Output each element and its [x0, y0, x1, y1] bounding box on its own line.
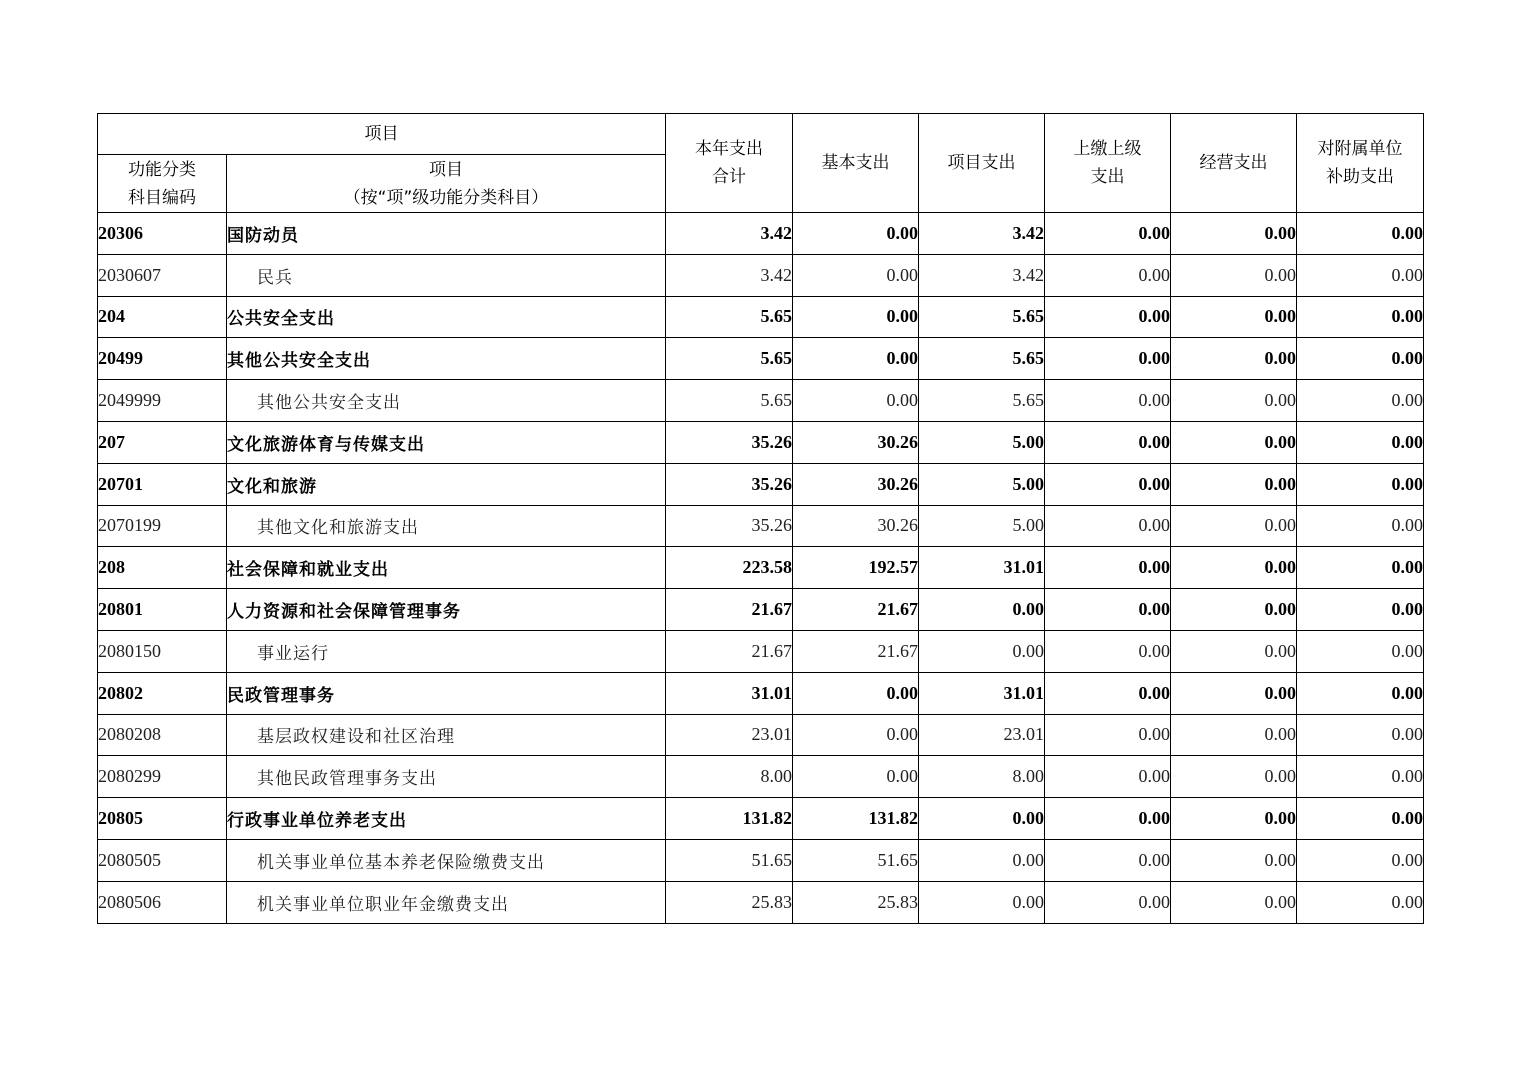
business-cell: 0.00: [1171, 338, 1297, 380]
code-cell: 2080208: [98, 714, 227, 756]
name-cell: 基层政权建设和社区治理: [227, 714, 666, 756]
code-cell: 2080506: [98, 881, 227, 923]
upper-cell: 0.00: [1045, 798, 1171, 840]
business-cell: 0.00: [1171, 714, 1297, 756]
upper-cell: 0.00: [1045, 756, 1171, 798]
code-cell: 208: [98, 547, 227, 589]
upper-cell: 0.00: [1045, 839, 1171, 881]
subsidy-cell: 0.00: [1297, 254, 1424, 296]
upper-cell: 0.00: [1045, 338, 1171, 380]
basic-cell: 0.00: [793, 380, 919, 422]
subsidy-cell: 0.00: [1297, 547, 1424, 589]
name-cell: 民兵: [227, 254, 666, 296]
subsidy-cell: 0.00: [1297, 380, 1424, 422]
basic-cell: 0.00: [793, 254, 919, 296]
basic-cell: 0.00: [793, 213, 919, 255]
header-code: [98, 155, 227, 213]
basic-cell: 30.26: [793, 421, 919, 463]
project-cell: 8.00: [919, 756, 1045, 798]
basic-cell: 21.67: [793, 630, 919, 672]
name-cell: 事业运行: [227, 630, 666, 672]
code-cell: 20802: [98, 672, 227, 714]
name-cell: 其他文化和旅游支出: [227, 505, 666, 547]
project-cell: 0.00: [919, 798, 1045, 840]
header-subsidy-line2: 补助支出: [1326, 167, 1394, 187]
name-cell: 其他公共安全支出: [227, 338, 666, 380]
subsidy-cell: 0.00: [1297, 798, 1424, 840]
code-cell: 20701: [98, 463, 227, 505]
business-cell: 0.00: [1171, 756, 1297, 798]
header-upper-line2: 支出: [1090, 167, 1125, 187]
total-cell: 35.26: [666, 505, 793, 547]
table-row: [98, 672, 1424, 714]
upper-cell: 0.00: [1045, 589, 1171, 631]
upper-cell: 0.00: [1045, 505, 1171, 547]
project-cell: 5.65: [919, 296, 1045, 338]
subsidy-cell: 0.00: [1297, 505, 1424, 547]
name-cell: 公共安全支出: [227, 296, 666, 338]
total-cell: 5.65: [666, 338, 793, 380]
total-cell: 31.01: [666, 672, 793, 714]
code-cell: 2080505: [98, 839, 227, 881]
project-cell: 31.01: [919, 547, 1045, 589]
business-cell: 0.00: [1171, 463, 1297, 505]
basic-cell: 25.83: [793, 881, 919, 923]
name-cell: 人力资源和社会保障管理事务: [227, 589, 666, 631]
total-cell: 5.65: [666, 380, 793, 422]
subsidy-cell: 0.00: [1297, 589, 1424, 631]
header-total-line2: 合计: [712, 167, 746, 187]
basic-cell: 0.00: [793, 296, 919, 338]
total-cell: 21.67: [666, 589, 793, 631]
business-cell: 0.00: [1171, 630, 1297, 672]
basic-cell: 21.67: [793, 589, 919, 631]
business-cell: 0.00: [1171, 547, 1297, 589]
project-cell: 5.00: [919, 505, 1045, 547]
name-cell: 机关事业单位职业年金缴费支出: [227, 881, 666, 923]
total-cell: 223.58: [666, 547, 793, 589]
table-row: [98, 338, 1424, 380]
header-name-line1: 项目: [429, 159, 463, 180]
project-cell: 5.65: [919, 380, 1045, 422]
business-cell: 0.00: [1171, 296, 1297, 338]
total-cell: 8.00: [666, 756, 793, 798]
header-basic: 基本支出: [793, 114, 919, 213]
code-cell: 204: [98, 296, 227, 338]
name-cell: 文化和旅游: [227, 463, 666, 505]
business-cell: 0.00: [1171, 589, 1297, 631]
basic-cell: 30.26: [793, 505, 919, 547]
business-cell: 0.00: [1171, 672, 1297, 714]
total-cell: 3.42: [666, 254, 793, 296]
project-cell: 0.00: [919, 589, 1045, 631]
upper-cell: 0.00: [1045, 881, 1171, 923]
code-cell: 2049999: [98, 380, 227, 422]
upper-cell: 0.00: [1045, 380, 1171, 422]
header-business: 经营支出: [1171, 114, 1297, 213]
project-cell: 0.00: [919, 630, 1045, 672]
subsidy-cell: 0.00: [1297, 338, 1424, 380]
subsidy-cell: 0.00: [1297, 421, 1424, 463]
subsidy-cell: 0.00: [1297, 839, 1424, 881]
code-cell: 2080150: [98, 630, 227, 672]
header-code-line1: 功能分类: [128, 159, 196, 180]
subsidy-cell: 0.00: [1297, 213, 1424, 255]
business-cell: 0.00: [1171, 254, 1297, 296]
code-cell: 20499: [98, 338, 227, 380]
header-code-line2: 科目编码: [128, 187, 196, 208]
code-cell: 20306: [98, 213, 227, 255]
expenditure-table: [97, 113, 1424, 924]
name-cell: 文化旅游体育与传媒支出: [227, 421, 666, 463]
basic-cell: 30.26: [793, 463, 919, 505]
header-item-group: 项目: [98, 114, 666, 155]
upper-cell: 0.00: [1045, 547, 1171, 589]
project-cell: 5.00: [919, 421, 1045, 463]
business-cell: 0.00: [1171, 421, 1297, 463]
subsidy-cell: 0.00: [1297, 756, 1424, 798]
name-cell: 民政管理事务: [227, 672, 666, 714]
subsidy-cell: 0.00: [1297, 881, 1424, 923]
code-cell: 2030607: [98, 254, 227, 296]
subsidy-cell: 0.00: [1297, 672, 1424, 714]
table-row: [98, 714, 1424, 756]
upper-cell: 0.00: [1045, 630, 1171, 672]
header-project: 项目支出: [919, 114, 1045, 213]
header-total: [666, 114, 793, 213]
name-cell: 其他公共安全支出: [227, 380, 666, 422]
table-row: [98, 380, 1424, 422]
header-name: [227, 155, 666, 213]
code-cell: 2080299: [98, 756, 227, 798]
project-cell: 23.01: [919, 714, 1045, 756]
basic-cell: 131.82: [793, 798, 919, 840]
business-cell: 0.00: [1171, 798, 1297, 840]
code-cell: 2070199: [98, 505, 227, 547]
business-cell: 0.00: [1171, 380, 1297, 422]
upper-cell: 0.00: [1045, 672, 1171, 714]
table-row: [98, 254, 1424, 296]
business-cell: 0.00: [1171, 213, 1297, 255]
total-cell: 23.01: [666, 714, 793, 756]
header-name-line2: （按“项”级功能分类科目）: [343, 187, 549, 208]
business-cell: 0.00: [1171, 505, 1297, 547]
table-row: [98, 505, 1424, 547]
subsidy-cell: 0.00: [1297, 714, 1424, 756]
code-cell: 20805: [98, 798, 227, 840]
table-row: [98, 881, 1424, 923]
subsidy-cell: 0.00: [1297, 296, 1424, 338]
table-row: [98, 630, 1424, 672]
project-cell: 5.65: [919, 338, 1045, 380]
header-subsidy-line1: 对附属单位: [1317, 139, 1403, 159]
total-cell: 25.83: [666, 881, 793, 923]
table-row: [98, 839, 1424, 881]
name-cell: 社会保障和就业支出: [227, 547, 666, 589]
name-cell: 其他民政管理事务支出: [227, 756, 666, 798]
table-row: [98, 589, 1424, 631]
basic-cell: 192.57: [793, 547, 919, 589]
business-cell: 0.00: [1171, 881, 1297, 923]
name-cell: 行政事业单位养老支出: [227, 798, 666, 840]
upper-cell: 0.00: [1045, 463, 1171, 505]
table-row: [98, 798, 1424, 840]
project-cell: 0.00: [919, 839, 1045, 881]
header-total-line1: 本年支出: [695, 139, 763, 159]
subsidy-cell: 0.00: [1297, 630, 1424, 672]
total-cell: 51.65: [666, 839, 793, 881]
basic-cell: 0.00: [793, 672, 919, 714]
header-upper: [1045, 114, 1171, 213]
upper-cell: 0.00: [1045, 714, 1171, 756]
upper-cell: 0.00: [1045, 254, 1171, 296]
project-cell: 31.01: [919, 672, 1045, 714]
project-cell: 5.00: [919, 463, 1045, 505]
total-cell: 21.67: [666, 630, 793, 672]
table-row: [98, 421, 1424, 463]
basic-cell: 0.00: [793, 714, 919, 756]
upper-cell: 0.00: [1045, 421, 1171, 463]
project-cell: 3.42: [919, 213, 1045, 255]
header-upper-line1: 上缴上级: [1073, 139, 1142, 159]
upper-cell: 0.00: [1045, 296, 1171, 338]
name-cell: 机关事业单位基本养老保险缴费支出: [227, 839, 666, 881]
basic-cell: 0.00: [793, 338, 919, 380]
upper-cell: 0.00: [1045, 213, 1171, 255]
basic-cell: 51.65: [793, 839, 919, 881]
table-row: [98, 547, 1424, 589]
project-cell: 0.00: [919, 881, 1045, 923]
total-cell: 5.65: [666, 296, 793, 338]
total-cell: 35.26: [666, 421, 793, 463]
subsidy-cell: 0.00: [1297, 463, 1424, 505]
total-cell: 3.42: [666, 213, 793, 255]
table-row: [98, 296, 1424, 338]
table-row: [98, 756, 1424, 798]
total-cell: 35.26: [666, 463, 793, 505]
total-cell: 131.82: [666, 798, 793, 840]
header-subsidy: [1297, 114, 1424, 213]
basic-cell: 0.00: [793, 756, 919, 798]
table-row: [98, 463, 1424, 505]
table-body: [98, 213, 1424, 924]
project-cell: 3.42: [919, 254, 1045, 296]
code-cell: 20801: [98, 589, 227, 631]
table-header: [98, 114, 1424, 213]
name-cell: 国防动员: [227, 213, 666, 255]
table-row: [98, 213, 1424, 255]
code-cell: 207: [98, 421, 227, 463]
business-cell: 0.00: [1171, 839, 1297, 881]
